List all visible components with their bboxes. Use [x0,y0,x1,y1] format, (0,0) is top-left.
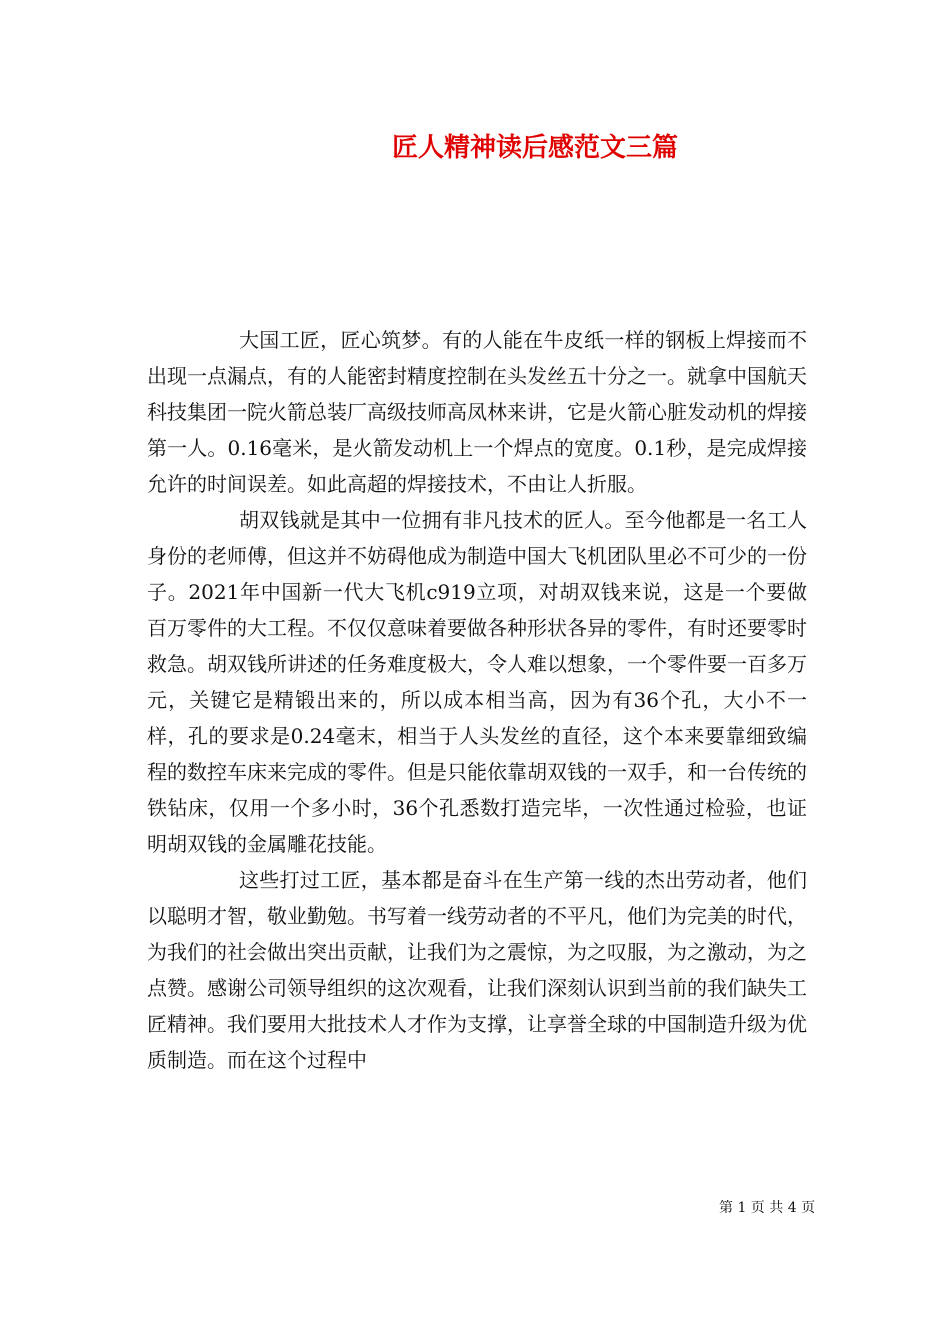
document-body [147,322,807,1078]
page-title: 匠人精神读后感范文三篇 [391,133,678,163]
page-number-footer: 第 1 页 共 4 页 [719,1200,816,1216]
paragraph-3: 这些打过工匠，基本都是奋斗在生产第一线的杰出劳动者，他们以聪明才智，敬业勤勉。书写着一线劳动者的不平凡，他们为完美的时代，为我们的社会做出突出贡献，让我们为之震惊，为之叹服，为之激动，为之点赞。感谢公司领导组织的这次观看，让我们深刻认识到当前的我们缺失工匠精神。我们要用大批技术人才作为支撑，让享誉全球的中国制造升级为优质制造。而在这个过程中 [147,868,807,1072]
paragraph-1: 大国工匠，匠心筑梦。有的人能在牛皮纸一样的钢板上焊接而不出现一点漏点，有的人能密封精度控制在头发丝五十分之一。就拿中国航天科技集团一院火箭总装厂高级技师高凤林来讲，它是火箭心脏发动机的焊接第一人。0.16毫米，是火箭发动机上一个焊点的宽度。0.1秒，是完成焊接允许的时间误差。如此高超的焊接技术，不由让人折服。 [147,328,807,496]
paragraph-2: 胡双钱就是其中一位拥有非凡技术的匠人。至今他都是一名工人身份的老师傅，但这并不妨碍他成为制造中国大飞机团队里必不可少的一份子。2021年中国新一代大飞机c919立项，对胡双钱来说，这是一个要做百万零件的大工程。不仅仅意味着要做各种形状各异的零件，有时还要零时救急。胡双钱所讲述的任务难度极大，令人难以想象，一个零件要一百多万元，关键它是精锻出来的，所以成本相当高，因为有36个孔，大小不一样，孔的要求是0.24毫末，相当于人头发丝的直径，这个本来要靠细致编程的数控车床来完成的零件。但是只能依靠胡双钱的一双手，和一台传统的铁钻床，仅用一个多小时，36个孔悉数打造完毕，一次性通过检验，也证明胡双钱的金属雕花技能。 [147,508,807,856]
